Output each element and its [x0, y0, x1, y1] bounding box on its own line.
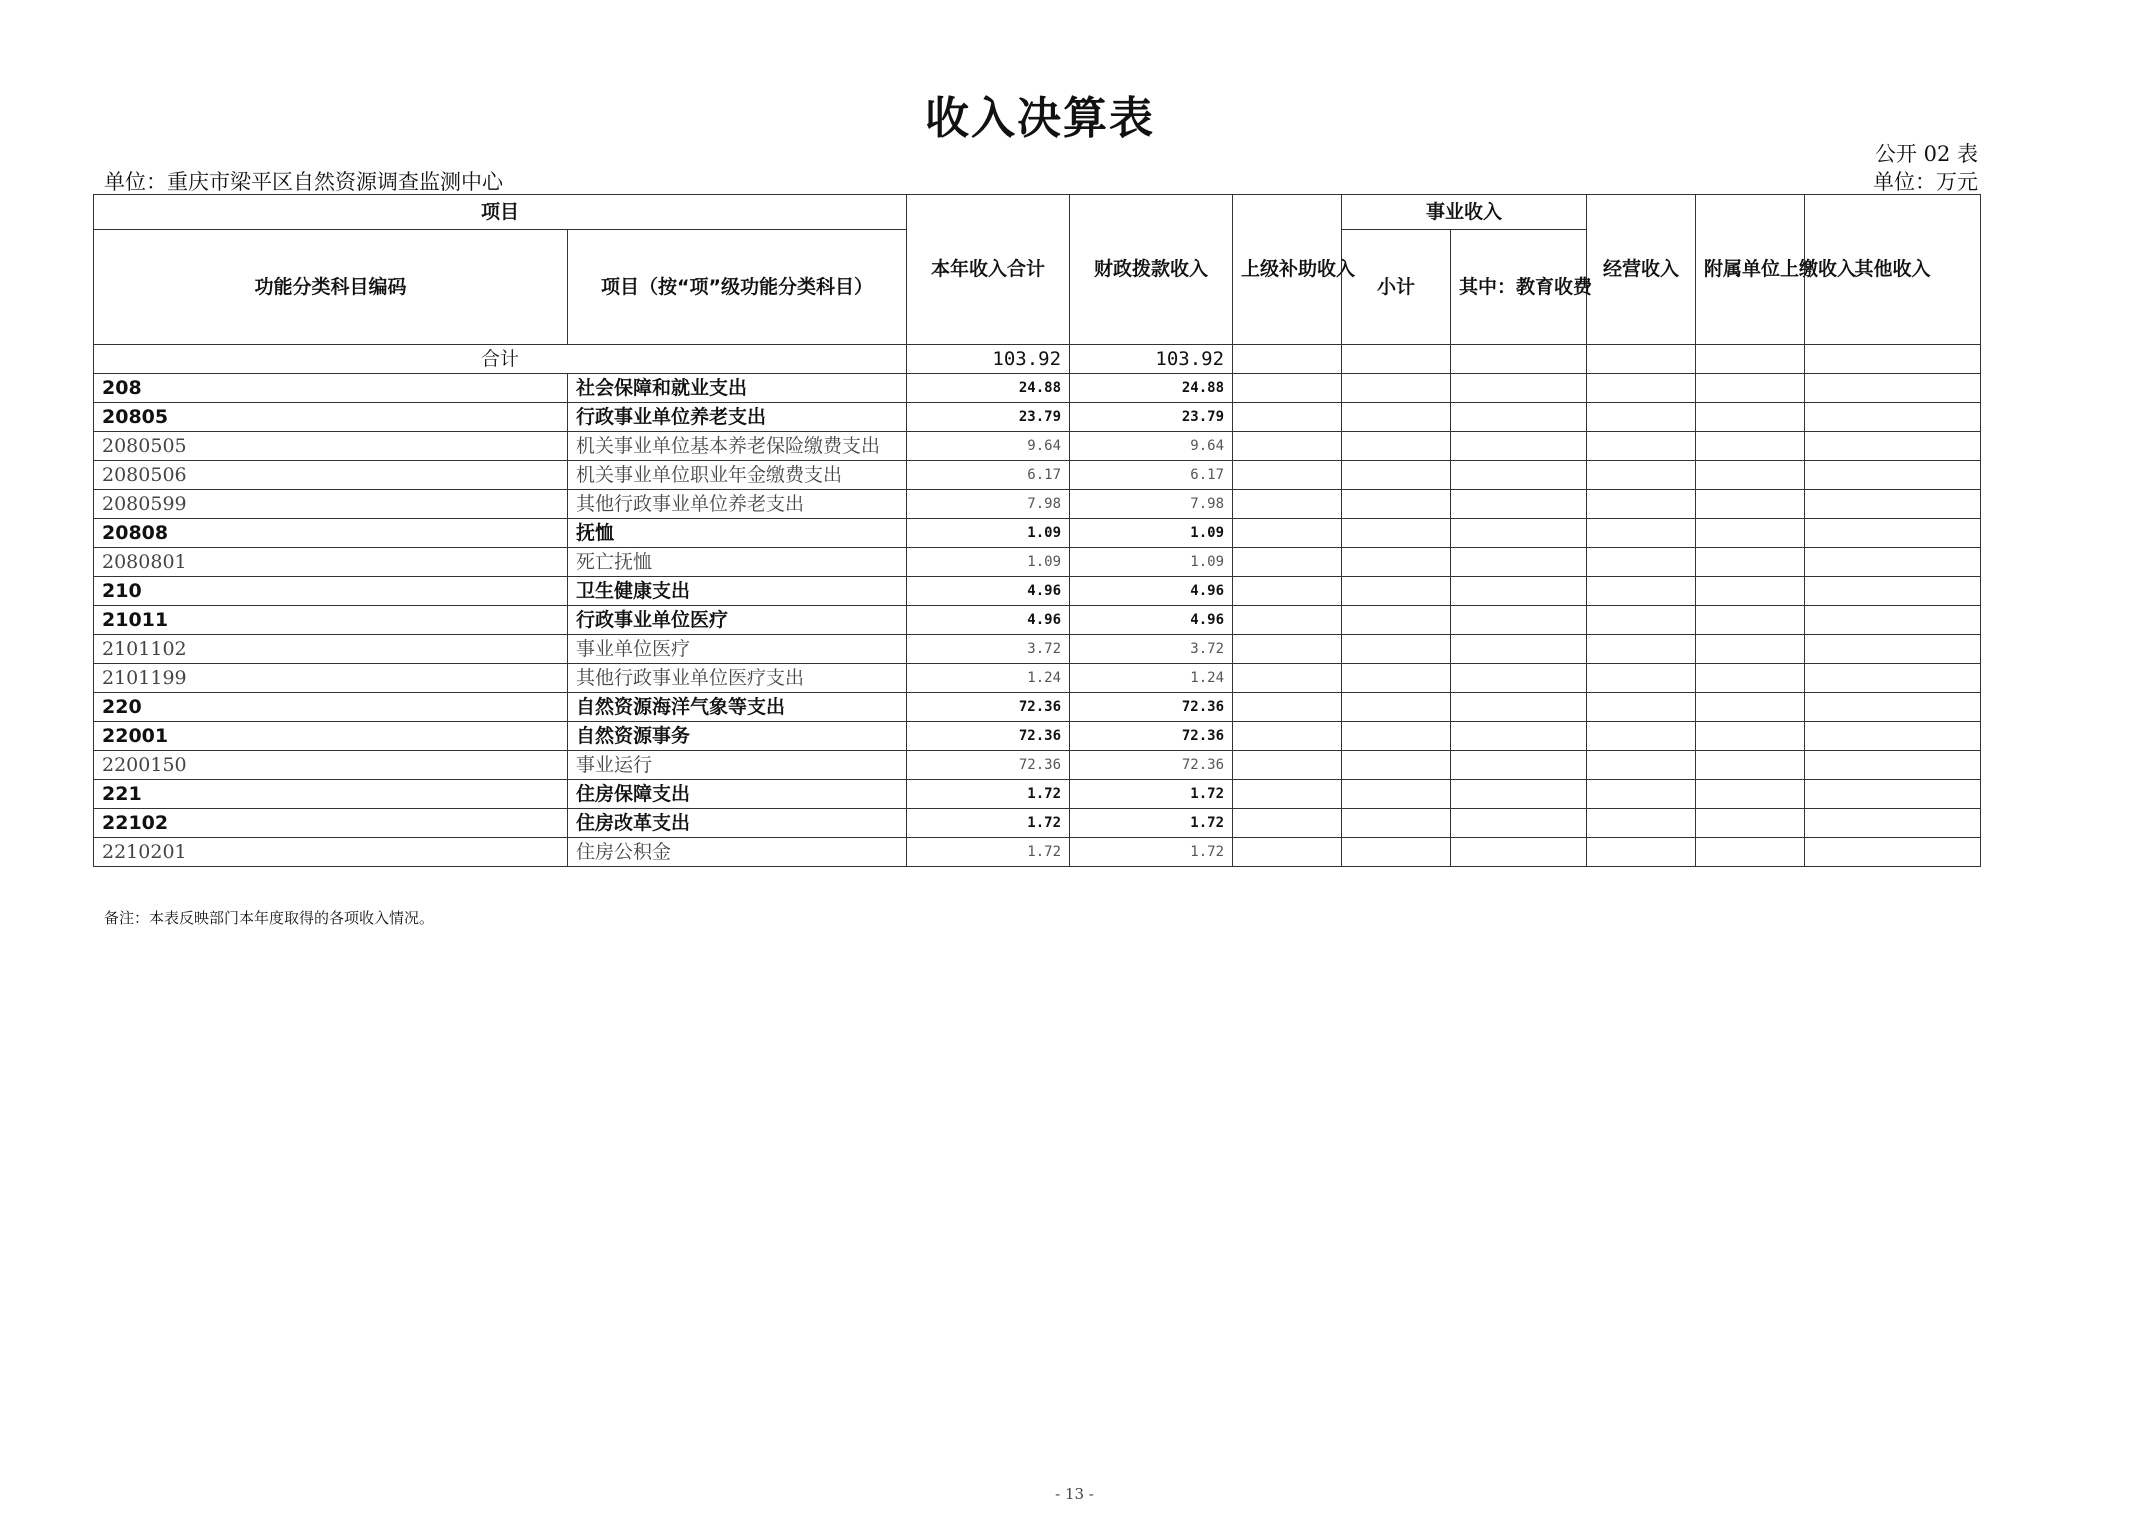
- empty-cell: [1587, 432, 1696, 461]
- empty-cell: [1696, 809, 1805, 838]
- empty-cell: [1342, 519, 1451, 548]
- row-code: 2080506: [94, 461, 568, 490]
- empty-cell: [1233, 490, 1342, 519]
- empty-cell: [1233, 403, 1342, 432]
- empty-cell: [1451, 838, 1587, 867]
- empty-cell: [1805, 374, 1981, 403]
- empty-cell: [1342, 751, 1451, 780]
- row-fiscal: 72.36: [1070, 693, 1233, 722]
- row-code: 2080599: [94, 490, 568, 519]
- table-row: [94, 606, 1981, 635]
- empty-cell: [1805, 606, 1981, 635]
- total-label: 合计: [94, 345, 907, 374]
- empty-cell: [1587, 751, 1696, 780]
- empty-cell: [1587, 403, 1696, 432]
- row-fiscal: 24.88: [1070, 374, 1233, 403]
- total-fiscal-value: 103.92: [1070, 345, 1233, 374]
- empty-cell: [1805, 403, 1981, 432]
- row-code: 22102: [94, 809, 568, 838]
- empty-cell: [1233, 693, 1342, 722]
- empty-cell: [1451, 403, 1587, 432]
- table-row: [94, 577, 1981, 606]
- empty-cell: [1233, 809, 1342, 838]
- income-table: [93, 194, 1981, 867]
- empty-cell: [1805, 838, 1981, 867]
- row-fiscal: 1.09: [1070, 519, 1233, 548]
- row-total-income: 1.24: [907, 664, 1070, 693]
- table-row: [94, 548, 1981, 577]
- empty-cell: [1696, 490, 1805, 519]
- table-row: [94, 838, 1981, 867]
- empty-cell: [1342, 780, 1451, 809]
- row-name: 自然资源事务: [568, 722, 907, 751]
- row-total-income: 1.09: [907, 548, 1070, 577]
- empty-cell: [1805, 751, 1981, 780]
- row-code: 2101199: [94, 664, 568, 693]
- empty-cell: [1587, 374, 1696, 403]
- empty-cell: [1587, 490, 1696, 519]
- row-total-income: 1.72: [907, 780, 1070, 809]
- row-name: 其他行政事业单位养老支出: [568, 490, 907, 519]
- empty-cell: [1805, 722, 1981, 751]
- header-other: 其他收入: [1805, 195, 1981, 345]
- empty-cell: [1342, 548, 1451, 577]
- empty-cell: [1587, 548, 1696, 577]
- row-name: 其他行政事业单位医疗支出: [568, 664, 907, 693]
- empty-cell: [1451, 374, 1587, 403]
- header-subtotal: 小计: [1342, 230, 1451, 345]
- row-total-income: 23.79: [907, 403, 1070, 432]
- row-fiscal: 72.36: [1070, 722, 1233, 751]
- unit-organization: 单位：重庆市梁平区自然资源调查监测中心: [104, 170, 503, 194]
- row-code: 220: [94, 693, 568, 722]
- row-name: 住房保障支出: [568, 780, 907, 809]
- empty-cell: [1587, 722, 1696, 751]
- empty-cell: [1696, 403, 1805, 432]
- empty-cell: [1451, 809, 1587, 838]
- row-fiscal: 1.24: [1070, 664, 1233, 693]
- empty-cell: [1451, 461, 1587, 490]
- header-affiliated: 附属单位上缴收入: [1696, 195, 1805, 345]
- header-total-income: 本年收入合计: [907, 195, 1070, 345]
- row-total-income: 24.88: [907, 374, 1070, 403]
- row-code: 20808: [94, 519, 568, 548]
- empty-cell: [1805, 635, 1981, 664]
- empty-cell: [1696, 751, 1805, 780]
- row-name: 住房改革支出: [568, 809, 907, 838]
- row-total-income: 72.36: [907, 722, 1070, 751]
- empty-cell: [1696, 577, 1805, 606]
- empty-cell: [1451, 635, 1587, 664]
- empty-cell: [1696, 432, 1805, 461]
- row-code: 2200150: [94, 751, 568, 780]
- header-education-fee: 其中：教育收费: [1451, 230, 1587, 345]
- empty-cell: [1233, 664, 1342, 693]
- empty-cell: [1696, 722, 1805, 751]
- row-fiscal: 1.72: [1070, 809, 1233, 838]
- empty-cell: [1233, 461, 1342, 490]
- empty-cell: [1451, 780, 1587, 809]
- row-code: 221: [94, 780, 568, 809]
- empty-cell: [1587, 780, 1696, 809]
- empty-cell: [1696, 693, 1805, 722]
- table-row: [94, 751, 1981, 780]
- empty-cell: [1696, 548, 1805, 577]
- empty-cell: [1451, 345, 1587, 374]
- empty-cell: [1451, 548, 1587, 577]
- row-name: 住房公积金: [568, 838, 907, 867]
- row-fiscal: 1.72: [1070, 780, 1233, 809]
- unit-currency: 单位：万元: [1873, 170, 1978, 194]
- header-operating: 经营收入: [1587, 195, 1696, 345]
- empty-cell: [1587, 519, 1696, 548]
- empty-cell: [1696, 780, 1805, 809]
- empty-cell: [1451, 519, 1587, 548]
- row-total-income: 1.09: [907, 519, 1070, 548]
- empty-cell: [1451, 751, 1587, 780]
- empty-cell: [1805, 780, 1981, 809]
- empty-cell: [1805, 548, 1981, 577]
- empty-cell: [1233, 345, 1342, 374]
- row-name: 行政事业单位养老支出: [568, 403, 907, 432]
- table-row: [94, 635, 1981, 664]
- empty-cell: [1233, 374, 1342, 403]
- empty-cell: [1696, 838, 1805, 867]
- empty-cell: [1587, 345, 1696, 374]
- row-code: 2080505: [94, 432, 568, 461]
- empty-cell: [1696, 345, 1805, 374]
- empty-cell: [1451, 432, 1587, 461]
- empty-cell: [1805, 461, 1981, 490]
- header-business-income: 事业收入: [1342, 195, 1587, 230]
- row-total-income: 6.17: [907, 461, 1070, 490]
- empty-cell: [1342, 461, 1451, 490]
- row-total-income: 4.96: [907, 577, 1070, 606]
- empty-cell: [1451, 490, 1587, 519]
- empty-cell: [1342, 838, 1451, 867]
- table-row: [94, 461, 1981, 490]
- row-name: 事业运行: [568, 751, 907, 780]
- empty-cell: [1696, 374, 1805, 403]
- row-total-income: 7.98: [907, 490, 1070, 519]
- empty-cell: [1233, 635, 1342, 664]
- empty-cell: [1233, 432, 1342, 461]
- row-name: 抚恤: [568, 519, 907, 548]
- empty-cell: [1233, 577, 1342, 606]
- row-total-income: 4.96: [907, 606, 1070, 635]
- row-total-income: 1.72: [907, 838, 1070, 867]
- empty-cell: [1451, 577, 1587, 606]
- table-row: [94, 403, 1981, 432]
- empty-cell: [1587, 606, 1696, 635]
- empty-cell: [1451, 664, 1587, 693]
- table-row: [94, 374, 1981, 403]
- table-row: [94, 722, 1981, 751]
- empty-cell: [1342, 809, 1451, 838]
- empty-cell: [1233, 548, 1342, 577]
- empty-cell: [1342, 664, 1451, 693]
- empty-cell: [1587, 577, 1696, 606]
- empty-cell: [1696, 664, 1805, 693]
- empty-cell: [1342, 432, 1451, 461]
- table-row: [94, 519, 1981, 548]
- row-name: 机关事业单位基本养老保险缴费支出: [568, 432, 907, 461]
- header-func-code: 功能分类科目编码: [94, 230, 568, 345]
- empty-cell: [1233, 722, 1342, 751]
- row-name: 自然资源海洋气象等支出: [568, 693, 907, 722]
- empty-cell: [1451, 693, 1587, 722]
- row-code: 2210201: [94, 838, 568, 867]
- empty-cell: [1696, 635, 1805, 664]
- empty-cell: [1233, 606, 1342, 635]
- empty-cell: [1696, 519, 1805, 548]
- empty-cell: [1451, 606, 1587, 635]
- empty-cell: [1805, 809, 1981, 838]
- table-row: [94, 809, 1981, 838]
- header-project: 项目: [94, 195, 907, 230]
- total-row: [94, 345, 1981, 374]
- row-name: 事业单位医疗: [568, 635, 907, 664]
- row-code: 20805: [94, 403, 568, 432]
- row-fiscal: 6.17: [1070, 461, 1233, 490]
- empty-cell: [1587, 693, 1696, 722]
- row-fiscal: 3.72: [1070, 635, 1233, 664]
- empty-cell: [1342, 490, 1451, 519]
- form-number: 公开 02 表: [1874, 142, 1978, 166]
- footnote: 备注：本表反映部门本年度取得的各项收入情况。: [104, 909, 435, 927]
- empty-cell: [1342, 722, 1451, 751]
- row-name: 行政事业单位医疗: [568, 606, 907, 635]
- row-total-income: 3.72: [907, 635, 1070, 664]
- data-rows: [94, 374, 1981, 867]
- empty-cell: [1342, 403, 1451, 432]
- empty-cell: [1342, 374, 1451, 403]
- empty-cell: [1805, 432, 1981, 461]
- empty-cell: [1451, 722, 1587, 751]
- table-row: [94, 490, 1981, 519]
- empty-cell: [1805, 577, 1981, 606]
- header-fiscal: 财政拨款收入: [1070, 195, 1233, 345]
- header-func-name: 项目（按“项”级功能分类科目）: [568, 230, 907, 345]
- row-fiscal: 1.09: [1070, 548, 1233, 577]
- row-code: 208: [94, 374, 568, 403]
- row-fiscal: 4.96: [1070, 577, 1233, 606]
- row-code: 2101102: [94, 635, 568, 664]
- row-fiscal: 4.96: [1070, 606, 1233, 635]
- row-code: 22001: [94, 722, 568, 751]
- empty-cell: [1587, 461, 1696, 490]
- empty-cell: [1233, 780, 1342, 809]
- empty-cell: [1342, 345, 1451, 374]
- header-row-1: [94, 195, 1981, 230]
- page-number: - 13 -: [1055, 1485, 1094, 1503]
- table-row: [94, 432, 1981, 461]
- empty-cell: [1587, 838, 1696, 867]
- row-code: 21011: [94, 606, 568, 635]
- empty-cell: [1696, 461, 1805, 490]
- empty-cell: [1587, 664, 1696, 693]
- row-total-income: 9.64: [907, 432, 1070, 461]
- row-fiscal: 9.64: [1070, 432, 1233, 461]
- empty-cell: [1233, 519, 1342, 548]
- empty-cell: [1805, 490, 1981, 519]
- header-superior-subsidy: 上级补助收入: [1233, 195, 1342, 345]
- empty-cell: [1805, 693, 1981, 722]
- empty-cell: [1342, 606, 1451, 635]
- row-total-income: 72.36: [907, 693, 1070, 722]
- empty-cell: [1342, 577, 1451, 606]
- empty-cell: [1233, 751, 1342, 780]
- table-row: [94, 780, 1981, 809]
- table-row: [94, 664, 1981, 693]
- page-title: 收入决算表: [925, 93, 1155, 144]
- row-code: 210: [94, 577, 568, 606]
- empty-cell: [1233, 838, 1342, 867]
- row-name: 社会保障和就业支出: [568, 374, 907, 403]
- row-fiscal: 23.79: [1070, 403, 1233, 432]
- empty-cell: [1805, 664, 1981, 693]
- empty-cell: [1805, 519, 1981, 548]
- empty-cell: [1805, 345, 1981, 374]
- row-fiscal: 1.72: [1070, 838, 1233, 867]
- empty-cell: [1696, 606, 1805, 635]
- row-total-income: 1.72: [907, 809, 1070, 838]
- row-code: 2080801: [94, 548, 568, 577]
- total-income-value: 103.92: [907, 345, 1070, 374]
- row-fiscal: 7.98: [1070, 490, 1233, 519]
- empty-cell: [1587, 809, 1696, 838]
- empty-cell: [1342, 693, 1451, 722]
- table-row: [94, 693, 1981, 722]
- row-name: 卫生健康支出: [568, 577, 907, 606]
- empty-cell: [1587, 635, 1696, 664]
- row-name: 死亡抚恤: [568, 548, 907, 577]
- row-fiscal: 72.36: [1070, 751, 1233, 780]
- row-name: 机关事业单位职业年金缴费支出: [568, 461, 907, 490]
- row-total-income: 72.36: [907, 751, 1070, 780]
- empty-cell: [1342, 635, 1451, 664]
